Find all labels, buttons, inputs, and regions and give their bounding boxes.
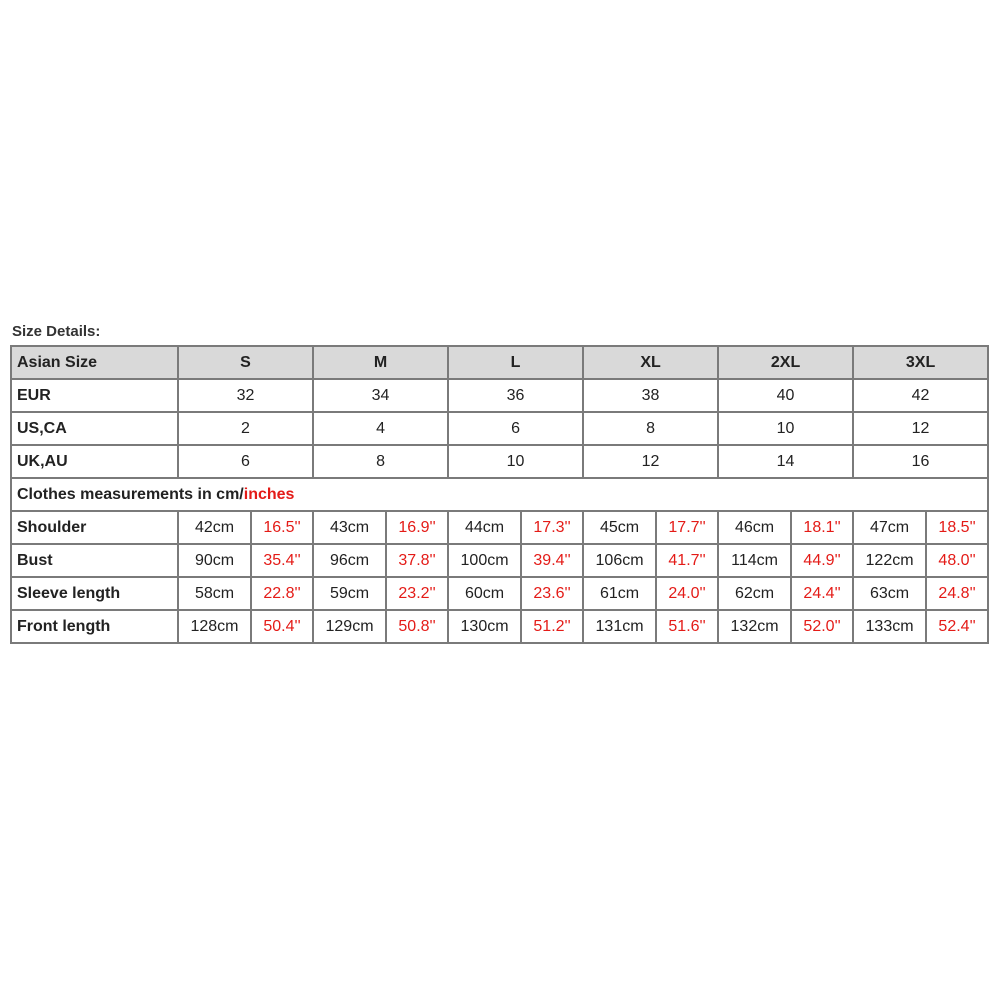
cm-cell: 129cm xyxy=(313,610,386,643)
table-cell: 42 xyxy=(853,379,988,412)
size-header: M xyxy=(313,346,448,379)
size-header: 3XL xyxy=(853,346,988,379)
cm-cell: 61cm xyxy=(583,577,656,610)
table-cell: 10 xyxy=(718,412,853,445)
table-cell: 10 xyxy=(448,445,583,478)
inch-cell: 22.8'' xyxy=(251,577,313,610)
cm-cell: 44cm xyxy=(448,511,521,544)
cm-cell: 60cm xyxy=(448,577,521,610)
size-header: L xyxy=(448,346,583,379)
cm-cell: 114cm xyxy=(718,544,791,577)
inch-cell: 52.0'' xyxy=(791,610,853,643)
size-header: 2XL xyxy=(718,346,853,379)
inch-cell: 17.3'' xyxy=(521,511,583,544)
cm-cell: 58cm xyxy=(178,577,251,610)
inch-cell: 50.4'' xyxy=(251,610,313,643)
inch-cell: 52.4'' xyxy=(926,610,988,643)
header-label: Asian Size xyxy=(11,346,178,379)
table-cell: 40 xyxy=(718,379,853,412)
inch-cell: 17.7'' xyxy=(656,511,718,544)
row-label: Front length xyxy=(11,610,178,643)
table-row xyxy=(11,511,988,544)
section-heading-row xyxy=(11,478,988,511)
cm-cell: 47cm xyxy=(853,511,926,544)
cm-cell: 46cm xyxy=(718,511,791,544)
cm-cell: 122cm xyxy=(853,544,926,577)
inch-cell: 37.8'' xyxy=(386,544,448,577)
measurements-heading xyxy=(11,478,988,511)
table-cell: 8 xyxy=(313,445,448,478)
cm-cell: 63cm xyxy=(853,577,926,610)
inch-cell: 16.9'' xyxy=(386,511,448,544)
inch-cell: 18.1'' xyxy=(791,511,853,544)
table-row xyxy=(11,577,988,610)
table-cell: 8 xyxy=(583,412,718,445)
row-label: Bust xyxy=(11,544,178,577)
inch-cell: 18.5'' xyxy=(926,511,988,544)
table-cell: 6 xyxy=(178,445,313,478)
size-header: S xyxy=(178,346,313,379)
inch-cell: 48.0'' xyxy=(926,544,988,577)
cm-cell: 59cm xyxy=(313,577,386,610)
inch-cell: 51.6'' xyxy=(656,610,718,643)
inch-cell: 16.5'' xyxy=(251,511,313,544)
table-row xyxy=(11,544,988,577)
cm-cell: 45cm xyxy=(583,511,656,544)
cm-cell: 96cm xyxy=(313,544,386,577)
table-row xyxy=(11,379,988,412)
cm-cell: 62cm xyxy=(718,577,791,610)
inch-cell: 41.7'' xyxy=(656,544,718,577)
table-cell: 4 xyxy=(313,412,448,445)
table-cell: 6 xyxy=(448,412,583,445)
inch-cell: 50.8'' xyxy=(386,610,448,643)
table-cell: 2 xyxy=(178,412,313,445)
table-cell: 34 xyxy=(313,379,448,412)
inch-cell: 24.8'' xyxy=(926,577,988,610)
measurements-heading-text: Clothes measurements in cm/ xyxy=(17,485,244,503)
row-label: US,CA xyxy=(11,412,178,445)
table-row xyxy=(11,610,988,643)
table-cell: 14 xyxy=(718,445,853,478)
table-cell: 12 xyxy=(583,445,718,478)
table-cell: 12 xyxy=(853,412,988,445)
table-cell: 36 xyxy=(448,379,583,412)
inch-cell: 24.0'' xyxy=(656,577,718,610)
table-caption: Size Details: xyxy=(12,323,101,340)
cm-cell: 43cm xyxy=(313,511,386,544)
row-label: Sleeve length xyxy=(11,577,178,610)
cm-cell: 100cm xyxy=(448,544,521,577)
cm-cell: 90cm xyxy=(178,544,251,577)
table-cell: 32 xyxy=(178,379,313,412)
table-cell: 38 xyxy=(583,379,718,412)
inch-cell: 51.2'' xyxy=(521,610,583,643)
measurements-heading-unit: inches xyxy=(243,485,295,503)
table-row xyxy=(11,445,988,478)
inch-cell: 39.4'' xyxy=(521,544,583,577)
table-cell: 16 xyxy=(853,445,988,478)
row-label: EUR xyxy=(11,379,178,412)
inch-cell: 24.4'' xyxy=(791,577,853,610)
table-row xyxy=(11,412,988,445)
cm-cell: 130cm xyxy=(448,610,521,643)
inch-cell: 44.9'' xyxy=(791,544,853,577)
size-chart-table xyxy=(10,345,989,644)
inch-cell: 35.4'' xyxy=(251,544,313,577)
cm-cell: 132cm xyxy=(718,610,791,643)
cm-cell: 133cm xyxy=(853,610,926,643)
header-row xyxy=(11,346,988,379)
size-header: XL xyxy=(583,346,718,379)
cm-cell: 128cm xyxy=(178,610,251,643)
row-label: Shoulder xyxy=(11,511,178,544)
row-label: UK,AU xyxy=(11,445,178,478)
cm-cell: 131cm xyxy=(583,610,656,643)
inch-cell: 23.6'' xyxy=(521,577,583,610)
cm-cell: 42cm xyxy=(178,511,251,544)
inch-cell: 23.2'' xyxy=(386,577,448,610)
cm-cell: 106cm xyxy=(583,544,656,577)
